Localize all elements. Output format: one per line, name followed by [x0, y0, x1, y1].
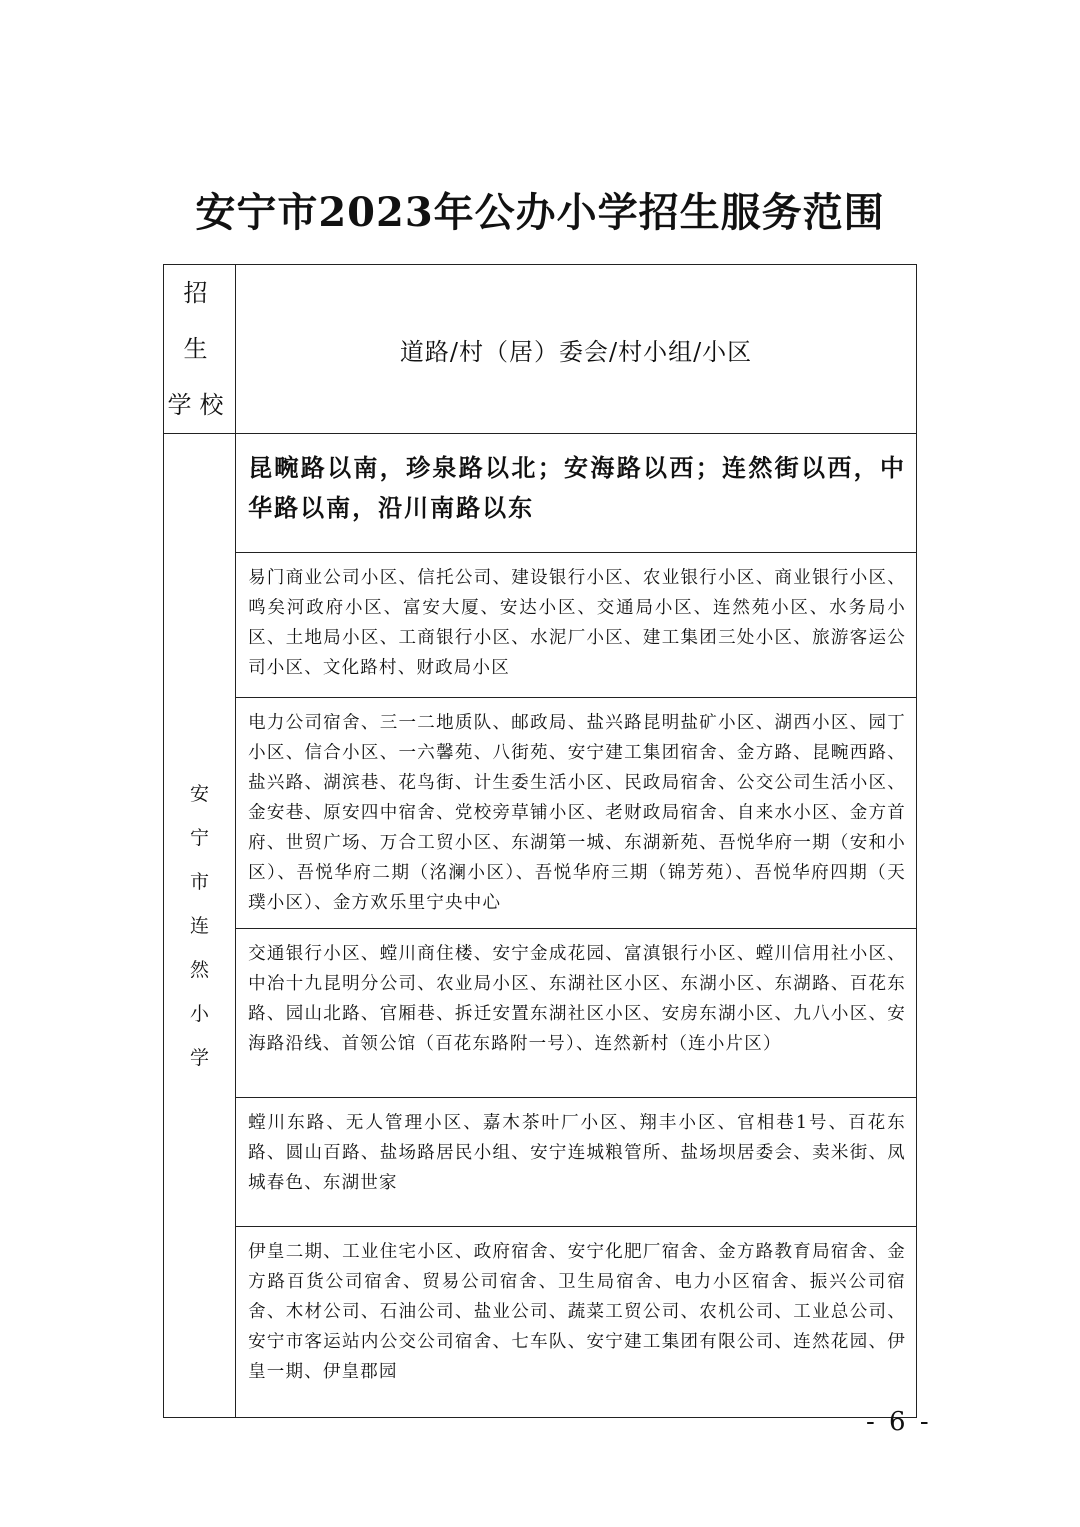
table-row	[164, 553, 917, 698]
table-row	[164, 929, 917, 1098]
area-list-cell: 交通银行小区、螳川商住楼、安宁金成花园、富滇银行小区、螳川信用社小区、中冶十九昆明分公司、农业局小区、东湖社区小区、东湖小区、东湖路、百花东路、园山北路、官厢巷、拆迁安置东湖社区小区、安房东湖小区、九八小区、安海路沿线、首领公馆（百花东路附一号）、连然新村（连小片区）	[236, 929, 917, 1098]
header-school-line1: 招 生	[183, 279, 216, 363]
school-name-char: 学	[190, 1046, 210, 1069]
school-name-char: 市	[190, 870, 210, 893]
school-name-char: 小	[190, 1002, 210, 1025]
page-title: 安宁市2023年公办小学招生服务范围	[195, 189, 885, 236]
school-name-char: 安	[190, 782, 210, 805]
table-row	[164, 1098, 917, 1227]
table-header-row	[164, 265, 917, 434]
page-number: - 6 -	[866, 1407, 932, 1437]
table-row	[164, 1227, 917, 1418]
header-scope-cell: 道路/村（居）委会/村小组/小区	[236, 265, 917, 434]
area-list-cell: 伊皇二期、工业住宅小区、政府宿舍、安宁化肥厂宿舍、金方路教育局宿舍、金方路百货公司宿舍、贸易公司宿舍、卫生局宿舍、电力小区宿舍、振兴公司宿舍、木材公司、石油公司、盐业公司、蔬菜工贸公司、农机公司、工业总公司、安宁市客运站内公交公司宿舍、七车队、安宁建工集团有限公司、连然花园、伊皇一期、伊皇郡园	[236, 1227, 917, 1418]
table-row	[164, 434, 917, 553]
area-list-cell: 螳川东路、无人管理小区、嘉木茶叶厂小区、翔丰小区、官相巷1号、百花东路、圆山百路、盐场路居民小组、安宁连城粮管所、盐场坝居委会、卖米街、凤城春色、东湖世家	[236, 1098, 917, 1227]
school-name-char: 连	[190, 914, 210, 937]
table-row	[164, 698, 917, 929]
school-name-cell	[164, 434, 236, 1418]
area-list-cell: 电力公司宿舍、三一二地质队、邮政局、盐兴路昆明盐矿小区、湖西小区、园丁小区、信合小区、一六馨苑、八街苑、安宁建工集团宿舍、金方路、昆畹西路、盐兴路、湖滨巷、花鸟街、计生委生活小区、民政局宿舍、公交公司生活小区、金安巷、原安四中宿舍、党校旁草铺小区、老财政局宿舍、自来水小区、金方首府、世贸广场、万合工贸小区、东湖第一城、东湖新苑、吾悦华府一期（安和小区）、吾悦华府二期（洺澜小区）、吾悦华府三期（锦芳苑）、吾悦华府四期（天璞小区）、金方欢乐里宁央中心	[236, 698, 917, 929]
area-list-cell: 易门商业公司小区、信托公司、建设银行小区、农业银行小区、商业银行小区、鸣矣河政府小区、富安大厦、安达小区、交通局小区、连然苑小区、水务局小区、土地局小区、工商银行小区、水泥厂小区、建工集团三处小区、旅游客运公司小区、文化路村、财政局小区	[236, 553, 917, 698]
school-name-char: 然	[190, 958, 210, 981]
header-school-line2: 学校	[167, 391, 232, 419]
boundary-description: 昆畹路以南，珍泉路以北；安海路以西；连然街以西，中华路以南，沿川南路以东	[236, 434, 917, 553]
header-school-cell	[164, 265, 236, 434]
enrollment-range-table	[163, 264, 917, 1418]
school-name-char: 宁	[190, 826, 210, 849]
